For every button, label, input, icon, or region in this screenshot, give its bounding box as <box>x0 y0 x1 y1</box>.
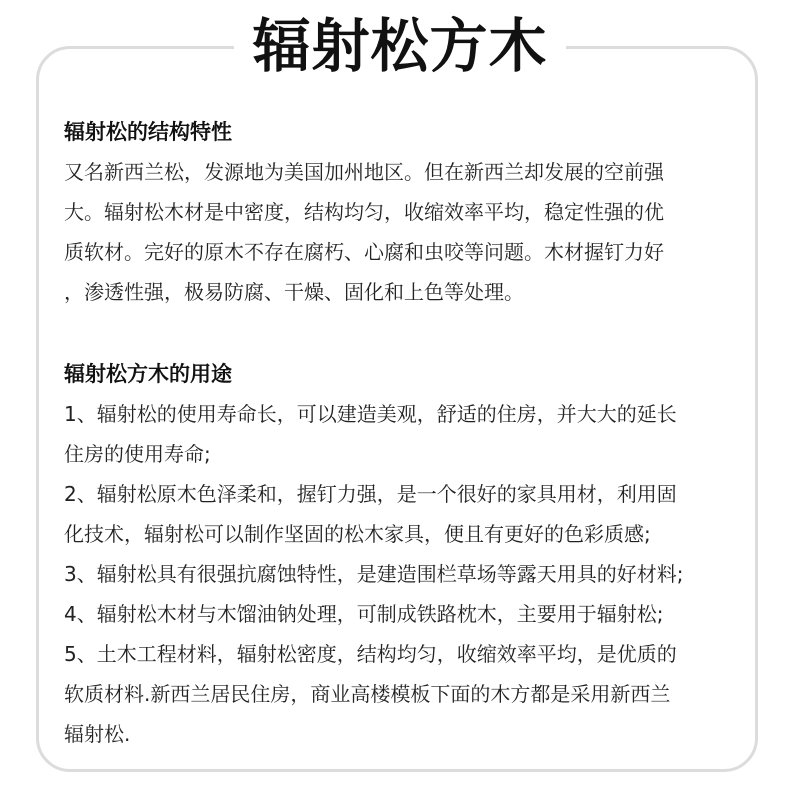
section-heading-structure: 辐射松的结构特性 <box>64 120 232 144</box>
content-body <box>64 112 754 754</box>
section-heading-uses: 辐射松方木的用途 <box>64 362 232 386</box>
page-title: 辐射松方木 <box>234 6 565 86</box>
use-item: 4、辐射松木材与木馏油钠处理，可制成铁路枕木，主要用于辐射松; <box>64 602 664 626</box>
use-item: 1、辐射松的使用寿命长，可以建造美观，舒适的住房，并大大的延长 住房的使用寿命; <box>64 402 677 466</box>
section-structure <box>64 112 754 312</box>
use-item: 3、辐射松具有很强抗腐蚀特性，是建造围栏草场等露天用具的好材料; <box>64 562 684 586</box>
use-item: 5、土木工程材料，辐射松密度，结构均匀，收缩效率平均，是优质的 软质材料.新西兰居民住房，商业高楼模板下面的木方都是采用新西兰 辐射松. <box>64 642 677 746</box>
title-wrap <box>0 6 800 86</box>
section-text-structure: 又名新西兰松，发源地为美国加州地区。但在新西兰却发展的空前强 大。辐射松木材是中密度，结构均匀，收缩效率平均，稳定性强的优 质软材。完好的原木不存在腐朽、心腐和虫咬等问题。木材握钉力好 ，渗透性强，极易防腐、干燥、固化和上色等处理。 <box>64 160 664 304</box>
use-item: 2、辐射松原木色泽柔和，握钉力强，是一个很好的家具用材，利用固 化技术，辐射松可以制作坚固的松木家具，便且有更好的色彩质感; <box>64 482 677 546</box>
section-uses <box>64 354 754 754</box>
